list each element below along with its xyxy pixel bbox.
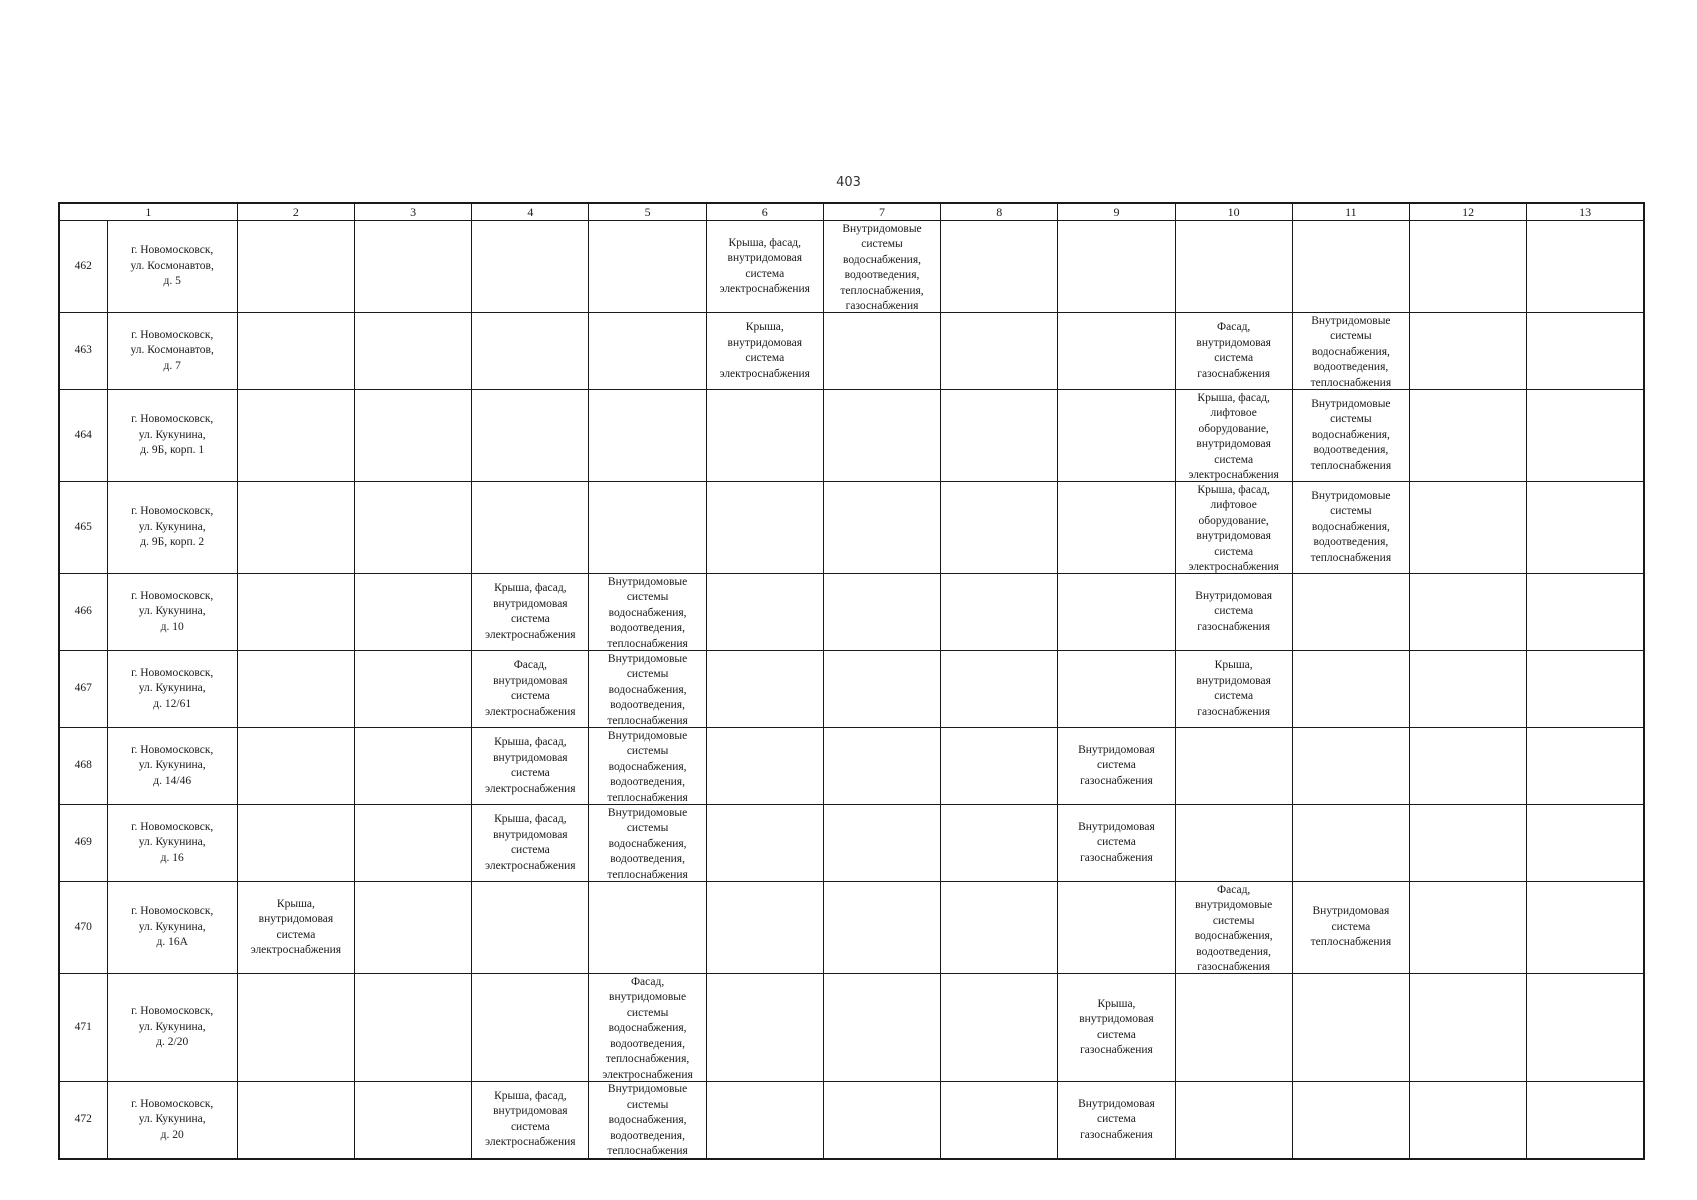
work-cell-col-8 [941, 1082, 1058, 1159]
work-cell-col-3 [355, 651, 472, 728]
row-number: 464 [59, 390, 107, 482]
work-description: Крыша, фасад, лифтовое оборудование, внутридомовая система электроснабжения [1188, 391, 1279, 481]
work-cell-col-7 [823, 574, 940, 651]
address-cell: г. Новомосковск, ул. Кукунина, д. 16А [107, 882, 237, 974]
work-cell-col-2 [237, 221, 354, 313]
work-cell-col-5 [589, 574, 706, 651]
work-cell-col-4 [472, 482, 589, 574]
work-cell-col-6 [706, 728, 823, 805]
work-cell-col-7 [823, 651, 940, 728]
column-header: 4 [472, 203, 589, 221]
column-header: 9 [1058, 203, 1175, 221]
work-cell-col-8 [941, 805, 1058, 882]
address-cell: г. Новомосковск, ул. Кукунина, д. 14/46 [107, 728, 237, 805]
work-cell-col-11 [1292, 574, 1409, 651]
work-description: Крыша, внутридомовая система газоснабжения [1079, 997, 1154, 1056]
work-description: Крыша, внутридомовая система электроснабжения [719, 321, 810, 380]
table-row [59, 728, 1644, 805]
work-cell-col-10 [1175, 1082, 1292, 1159]
column-header: 10 [1175, 203, 1292, 221]
work-description: Фасад, внутридомовая система газоснабжения [1196, 321, 1271, 380]
work-description: Внутридомовые системы водоснабжения, водоотведения, теплоснабжения [1310, 489, 1392, 564]
work-cell-col-7 [823, 805, 940, 882]
work-cell-col-5 [589, 313, 706, 390]
row-number: 465 [59, 482, 107, 574]
work-cell-col-4 [472, 313, 589, 390]
work-cell-col-11 [1292, 974, 1409, 1082]
work-description: Крыша, фасад, лифтовое оборудование, внутридомовая система электроснабжения [1188, 483, 1279, 573]
work-cell-col-12 [1410, 728, 1527, 805]
work-cell-col-10 [1175, 651, 1292, 728]
work-cell-col-13 [1527, 574, 1644, 651]
work-description: Внутридомовая система газоснабжения [1195, 589, 1273, 633]
table-row [59, 221, 1644, 313]
work-cell-col-7 [823, 974, 940, 1082]
address-cell: г. Новомосковск, ул. Кукунина, д. 16 [107, 805, 237, 882]
column-header: 13 [1527, 203, 1644, 221]
row-number: 468 [59, 728, 107, 805]
work-cell-col-11 [1292, 1082, 1409, 1159]
work-cell-col-3 [355, 390, 472, 482]
address-cell: г. Новомосковск, ул. Кукунина, д. 20 [107, 1082, 237, 1159]
work-cell-col-5 [589, 482, 706, 574]
work-cell-col-12 [1410, 974, 1527, 1082]
work-cell-col-2 [237, 882, 354, 974]
work-cell-col-13 [1527, 651, 1644, 728]
work-description: Крыша, внутридомовая система электроснабжения [250, 897, 342, 956]
table-row [59, 1082, 1644, 1159]
work-description: Крыша, внутридомовая система газоснабжения [1196, 659, 1271, 718]
table-row [59, 574, 1644, 651]
column-header: 5 [589, 203, 706, 221]
page-number: 403 [836, 175, 861, 190]
address-cell: г. Новомосковск, ул. Кукунина, д. 9Б, корп. 2 [107, 482, 237, 574]
work-cell-col-3 [355, 728, 472, 805]
column-header: 6 [706, 203, 823, 221]
work-cell-col-9 [1058, 882, 1175, 974]
work-cell-col-12 [1410, 1082, 1527, 1159]
work-cell-col-4 [472, 805, 589, 882]
work-cell-col-12 [1410, 574, 1527, 651]
work-cell-col-13 [1527, 1082, 1644, 1159]
work-cell-col-11 [1292, 313, 1409, 390]
work-cell-col-6 [706, 1082, 823, 1159]
work-cell-col-13 [1527, 974, 1644, 1082]
work-cell-col-5 [589, 728, 706, 805]
work-cell-col-13 [1527, 482, 1644, 574]
work-description: Внутридомовая система газоснабжения [1078, 1097, 1155, 1141]
work-cell-col-6 [706, 974, 823, 1082]
work-cell-col-12 [1410, 221, 1527, 313]
work-description: Крыша, фасад, внутридомовая система электроснабжения [485, 813, 576, 872]
work-cell-col-13 [1527, 390, 1644, 482]
work-description: Внутридомовые системы водоснабжения, водоотведения, теплоснабжения [607, 652, 688, 727]
work-cell-col-11 [1292, 651, 1409, 728]
work-cell-col-4 [472, 882, 589, 974]
column-number-row [59, 203, 1644, 221]
work-cell-col-6 [706, 882, 823, 974]
work-cell-col-8 [941, 882, 1058, 974]
work-cell-col-10 [1175, 313, 1292, 390]
work-cell-col-6 [706, 574, 823, 651]
work-description: Внутридомовая система газоснабжения [1078, 743, 1155, 787]
work-cell-col-7 [823, 882, 940, 974]
column-header: 1 [59, 203, 237, 221]
work-cell-col-3 [355, 221, 472, 313]
work-cell-col-12 [1410, 482, 1527, 574]
work-cell-col-9 [1058, 390, 1175, 482]
work-cell-col-7 [823, 313, 940, 390]
work-cell-col-3 [355, 482, 472, 574]
work-description: Внутридомовые системы водоснабжения, водоотведения, теплоснабжения [607, 806, 688, 881]
work-cell-col-3 [355, 1082, 472, 1159]
work-cell-col-8 [941, 974, 1058, 1082]
column-header: 8 [941, 203, 1058, 221]
table-row [59, 313, 1644, 390]
work-cell-col-2 [237, 313, 354, 390]
work-cell-col-2 [237, 482, 354, 574]
work-cell-col-13 [1527, 805, 1644, 882]
work-cell-col-6 [706, 390, 823, 482]
table-row [59, 651, 1644, 728]
work-description: Крыша, фасад, внутридомовая система электроснабжения [485, 582, 576, 641]
work-cell-col-6 [706, 221, 823, 313]
table-row [59, 482, 1644, 574]
work-description: Фасад, внутридомовые системы водоснабжения, водоотведения, теплоснабжения, электроснабжения [602, 975, 693, 1081]
work-cell-col-11 [1292, 728, 1409, 805]
work-cell-col-9 [1058, 974, 1175, 1082]
work-description: Внутридомовая система газоснабжения [1078, 820, 1155, 864]
work-description: Внутридомовые системы водоснабжения, водоотведения, теплоснабжения, газоснабжения [840, 222, 924, 312]
work-cell-col-3 [355, 974, 472, 1082]
work-cell-col-10 [1175, 390, 1292, 482]
column-header: 11 [1292, 203, 1409, 221]
work-cell-col-3 [355, 313, 472, 390]
work-description: Внутридомовые системы водоснабжения, водоотведения, теплоснабжения [607, 1083, 688, 1158]
work-description: Крыша, фасад, внутридомовая система электроснабжения [485, 1089, 576, 1149]
table-row [59, 390, 1644, 482]
address-cell: г. Новомосковск, ул. Кукунина, д. 9Б, корп. 1 [107, 390, 237, 482]
address-cell: г. Новомосковск, ул. Кукунина, д. 2/20 [107, 974, 237, 1082]
work-cell-col-12 [1410, 390, 1527, 482]
work-cell-col-2 [237, 728, 354, 805]
work-cell-col-13 [1527, 728, 1644, 805]
work-cell-col-6 [706, 651, 823, 728]
work-cell-col-9 [1058, 728, 1175, 805]
work-cell-col-8 [941, 574, 1058, 651]
work-cell-col-8 [941, 313, 1058, 390]
column-header: 12 [1410, 203, 1527, 221]
work-cell-col-11 [1292, 221, 1409, 313]
table-row [59, 805, 1644, 882]
work-cell-col-9 [1058, 805, 1175, 882]
work-cell-col-10 [1175, 728, 1292, 805]
work-cell-col-10 [1175, 482, 1292, 574]
work-cell-col-2 [237, 390, 354, 482]
work-cell-col-5 [589, 1082, 706, 1159]
work-cell-col-2 [237, 805, 354, 882]
work-cell-col-5 [589, 805, 706, 882]
work-cell-col-4 [472, 651, 589, 728]
work-cell-col-12 [1410, 313, 1527, 390]
work-cell-col-6 [706, 805, 823, 882]
work-cell-col-4 [472, 974, 589, 1082]
work-cell-col-9 [1058, 482, 1175, 574]
work-cell-col-8 [941, 221, 1058, 313]
work-cell-col-7 [823, 390, 940, 482]
work-cell-col-13 [1527, 882, 1644, 974]
work-cell-col-4 [472, 1082, 589, 1159]
table-row [59, 974, 1644, 1082]
work-cell-col-13 [1527, 313, 1644, 390]
work-description: Фасад, внутридомовые системы водоснабжения, водоотведения, газоснабжения [1194, 883, 1273, 973]
table-row [59, 882, 1644, 974]
row-number: 472 [59, 1082, 107, 1159]
work-cell-col-11 [1292, 882, 1409, 974]
work-cell-col-4 [472, 390, 589, 482]
work-cell-col-7 [823, 482, 940, 574]
work-cell-col-10 [1175, 882, 1292, 974]
work-cell-col-4 [472, 574, 589, 651]
work-cell-col-5 [589, 651, 706, 728]
address-cell: г. Новомосковск, ул. Космонавтов, д. 7 [107, 313, 237, 390]
work-cell-col-9 [1058, 574, 1175, 651]
work-cell-col-2 [237, 974, 354, 1082]
row-number: 467 [59, 651, 107, 728]
work-cell-col-11 [1292, 482, 1409, 574]
work-cell-col-7 [823, 728, 940, 805]
work-cell-col-9 [1058, 221, 1175, 313]
work-cell-col-12 [1410, 882, 1527, 974]
row-number: 471 [59, 974, 107, 1082]
column-header: 3 [355, 203, 472, 221]
work-description: Крыша, фасад, внутридомовая система электроснабжения [719, 236, 810, 295]
work-cell-col-7 [823, 221, 940, 313]
work-cell-col-8 [941, 651, 1058, 728]
work-description: Внутридомовые системы водоснабжения, водоотведения, теплоснабжения [607, 729, 688, 804]
work-cell-col-10 [1175, 574, 1292, 651]
work-cell-col-9 [1058, 313, 1175, 390]
work-cell-col-4 [472, 728, 589, 805]
work-description: Внутридомовые системы водоснабжения, водоотведения, теплоснабжения [1310, 397, 1392, 472]
work-cell-col-3 [355, 882, 472, 974]
work-description: Крыша, фасад, внутридомовая система электроснабжения [485, 736, 576, 795]
work-cell-col-5 [589, 390, 706, 482]
work-cell-col-6 [706, 313, 823, 390]
work-cell-col-13 [1527, 221, 1644, 313]
repair-schedule-table [58, 202, 1645, 1160]
column-header: 7 [823, 203, 940, 221]
work-description: Внутридомовая система теплоснабжения [1310, 905, 1392, 949]
work-description: Фасад, внутридомовая система электроснабжения [485, 659, 576, 718]
work-cell-col-3 [355, 574, 472, 651]
work-cell-col-4 [472, 221, 589, 313]
work-cell-col-5 [589, 974, 706, 1082]
work-description: Внутридомовые системы водоснабжения, водоотведения, теплоснабжения [1310, 314, 1392, 389]
row-number: 470 [59, 882, 107, 974]
work-cell-col-11 [1292, 390, 1409, 482]
work-cell-col-12 [1410, 651, 1527, 728]
row-number: 463 [59, 313, 107, 390]
work-cell-col-8 [941, 482, 1058, 574]
work-cell-col-8 [941, 728, 1058, 805]
work-cell-col-2 [237, 651, 354, 728]
work-cell-col-5 [589, 221, 706, 313]
work-cell-col-8 [941, 390, 1058, 482]
address-cell: г. Новомосковск, ул. Космонавтов, д. 5 [107, 221, 237, 313]
work-cell-col-12 [1410, 805, 1527, 882]
work-cell-col-2 [237, 1082, 354, 1159]
row-number: 466 [59, 574, 107, 651]
column-header: 2 [237, 203, 354, 221]
work-cell-col-11 [1292, 805, 1409, 882]
work-cell-col-10 [1175, 974, 1292, 1082]
work-cell-col-2 [237, 574, 354, 651]
work-cell-col-7 [823, 1082, 940, 1159]
row-number: 462 [59, 221, 107, 313]
work-cell-col-10 [1175, 805, 1292, 882]
work-cell-col-10 [1175, 221, 1292, 313]
work-cell-col-6 [706, 482, 823, 574]
work-description: Внутридомовые системы водоснабжения, водоотведения, теплоснабжения [607, 575, 688, 650]
address-cell: г. Новомосковск, ул. Кукунина, д. 12/61 [107, 651, 237, 728]
address-cell: г. Новомосковск, ул. Кукунина, д. 10 [107, 574, 237, 651]
work-cell-col-9 [1058, 1082, 1175, 1159]
work-cell-col-5 [589, 882, 706, 974]
work-cell-col-9 [1058, 651, 1175, 728]
work-cell-col-3 [355, 805, 472, 882]
row-number: 469 [59, 805, 107, 882]
